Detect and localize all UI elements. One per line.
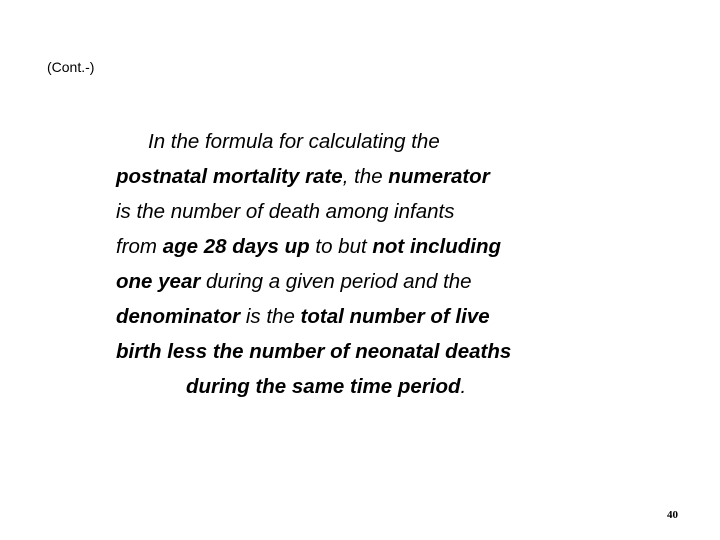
paragraph-line-2: [100, 159, 620, 194]
term-denominator: denominator: [116, 305, 241, 328]
term-age-28-days-up: age 28 days up: [162, 235, 310, 258]
term-total-number-of-live: total number of live: [300, 305, 490, 328]
line-3-text: is the number of death among infants: [116, 200, 455, 223]
paragraph-line-4: [100, 229, 620, 264]
term-birth-less-neonatal-deaths: birth less the number of neonatal deaths: [116, 340, 512, 363]
paragraph-line-5: [100, 264, 620, 299]
line-4-text-a: from: [116, 235, 163, 258]
line-8-period: .: [460, 375, 467, 398]
paragraph-line-7: [100, 334, 620, 369]
slide-label: (Cont.-): [47, 59, 95, 75]
paragraph-line-8: [100, 369, 620, 404]
term-not-including: not including: [372, 235, 502, 258]
line-6-text: is the: [240, 305, 301, 328]
line-1-text: In the formula for calculating the: [148, 130, 440, 153]
line-2-text-a: , the: [342, 165, 389, 188]
term-numerator: numerator: [388, 165, 490, 188]
line-4-text-b: to but: [309, 235, 373, 258]
paragraph-line-6: [100, 299, 620, 334]
page-number: 40: [667, 509, 678, 521]
term-during-same-time-period: during the same time period: [186, 375, 461, 398]
term-postnatal-mortality-rate: postnatal mortality rate: [116, 165, 343, 188]
paragraph-line-1: [100, 124, 620, 159]
term-one-year: one year: [116, 270, 201, 293]
definition-paragraph: [100, 124, 620, 404]
paragraph-line-3: [100, 194, 620, 229]
line-5-text: during a given period and the: [200, 270, 472, 293]
